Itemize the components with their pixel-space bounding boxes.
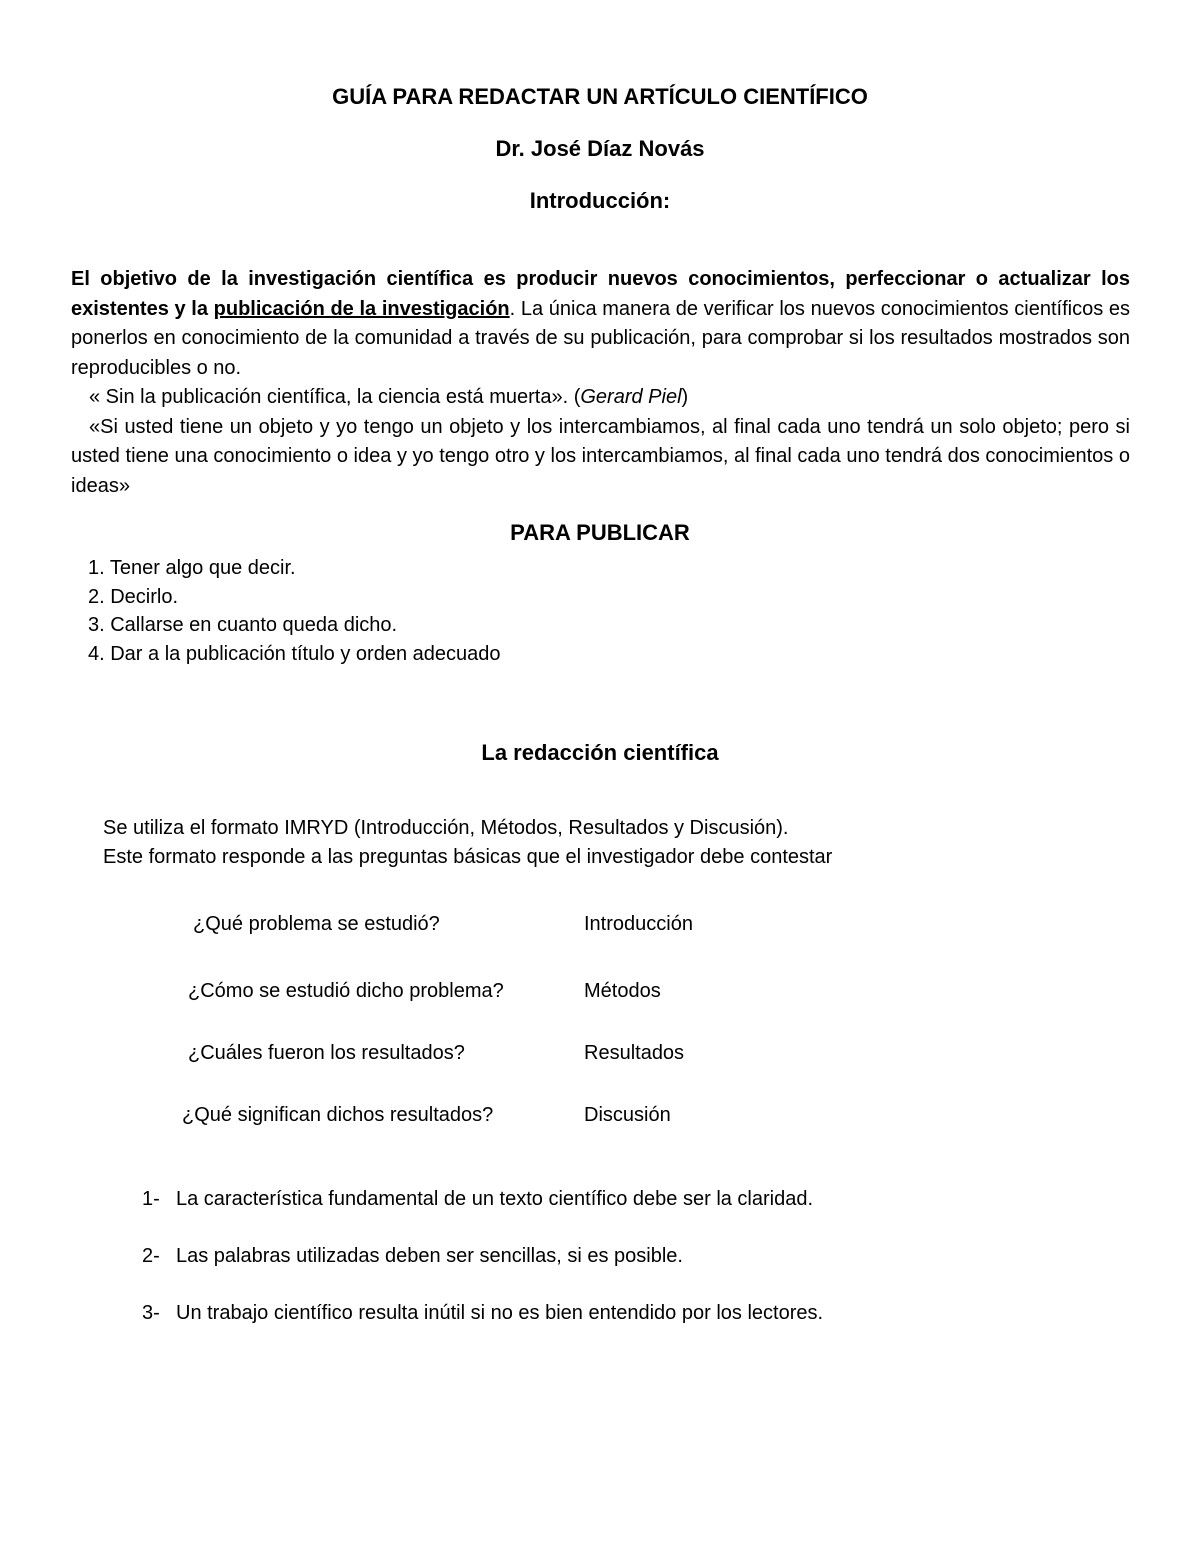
- point-text: Un trabajo científico resulta inútil si no es bien entendido por los lectores.: [176, 1302, 824, 1324]
- document-title: GUÍA PARA REDACTAR UN ARTÍCULO CIENTÍFICO: [332, 84, 868, 109]
- publication-underlined: publicación de la investigación: [213, 297, 510, 320]
- point-text: La característica fundamental de un texto científico debe ser la claridad.: [176, 1188, 814, 1210]
- section-2: Métodos: [584, 980, 661, 1002]
- question-4: ¿Qué significan dichos resultados?: [182, 1104, 494, 1126]
- point-number: 2-: [142, 1245, 160, 1267]
- list-item: 1. Tener algo que decir.: [88, 557, 296, 579]
- imryd-description: [103, 814, 832, 872]
- section-3: Resultados: [584, 1042, 685, 1064]
- question-2: ¿Cómo se estudió dicho problema?: [188, 980, 504, 1002]
- intro-bold-text: El objetivo de la investigación científica es producir nuevos conocimientos, perfeccionar o actualizar los existentes y la: [71, 268, 1130, 320]
- point-number: 1-: [142, 1188, 160, 1210]
- point-number: 3-: [142, 1302, 160, 1324]
- intro-body: [71, 265, 1130, 501]
- question-1: ¿Qué problema se estudió?: [193, 913, 440, 935]
- quote-piel: [71, 383, 1130, 413]
- intro-rest-text: . La única manera de verificar los nuevos conocimientos científicos es ponerlos en conocimiento de la comunidad a través de su publicación, para comprobar si los resultados mostrados son reproducibles o no.: [71, 297, 1131, 379]
- imryd-line: Este formato responde a las preguntas básicas que el investigador debe contestar: [103, 846, 833, 868]
- list-item: 2. Decirlo.: [88, 585, 179, 608]
- intro-paragraph: [71, 265, 1130, 383]
- intro-heading: Introducción:: [529, 188, 671, 213]
- quote-exchange: «Si usted tiene un objeto y yo tengo un objeto y los intercambiamos, al final cada uno tendrá un solo objeto; pero si usted tiene una conocimiento o idea y yo tengo otro y los intercambiamos, al final cada uno tendrá dos conocimientos o ideas»: [71, 415, 1130, 497]
- list-item: 4. Dar a la publicación título y orden adecuado: [88, 642, 501, 665]
- list-item: 3. Callarse en cuanto queda dicho.: [88, 614, 398, 636]
- section-1: Introducción: [584, 913, 693, 935]
- quote-piel-text: « Sin la publicación científica, la ciencia está muerta». (: [89, 386, 581, 408]
- redaction-heading: La redacción científica: [481, 740, 719, 765]
- section-4: Discusión: [584, 1104, 671, 1126]
- quote-piel-close: ): [681, 386, 689, 408]
- author-name: Dr. José Díaz Novás: [495, 136, 705, 161]
- point-text: Las palabras utilizadas deben ser sencillas, si es posible.: [176, 1245, 683, 1267]
- publish-list: [88, 554, 501, 668]
- imryd-line: Se utiliza el formato IMRYD (Introducción, Métodos, Resultados y Discusión).: [103, 817, 789, 839]
- publish-heading: PARA PUBLICAR: [510, 520, 690, 545]
- question-3: ¿Cuáles fueron los resultados?: [188, 1042, 465, 1064]
- quote-piel-author: Gerard Piel: [580, 386, 682, 408]
